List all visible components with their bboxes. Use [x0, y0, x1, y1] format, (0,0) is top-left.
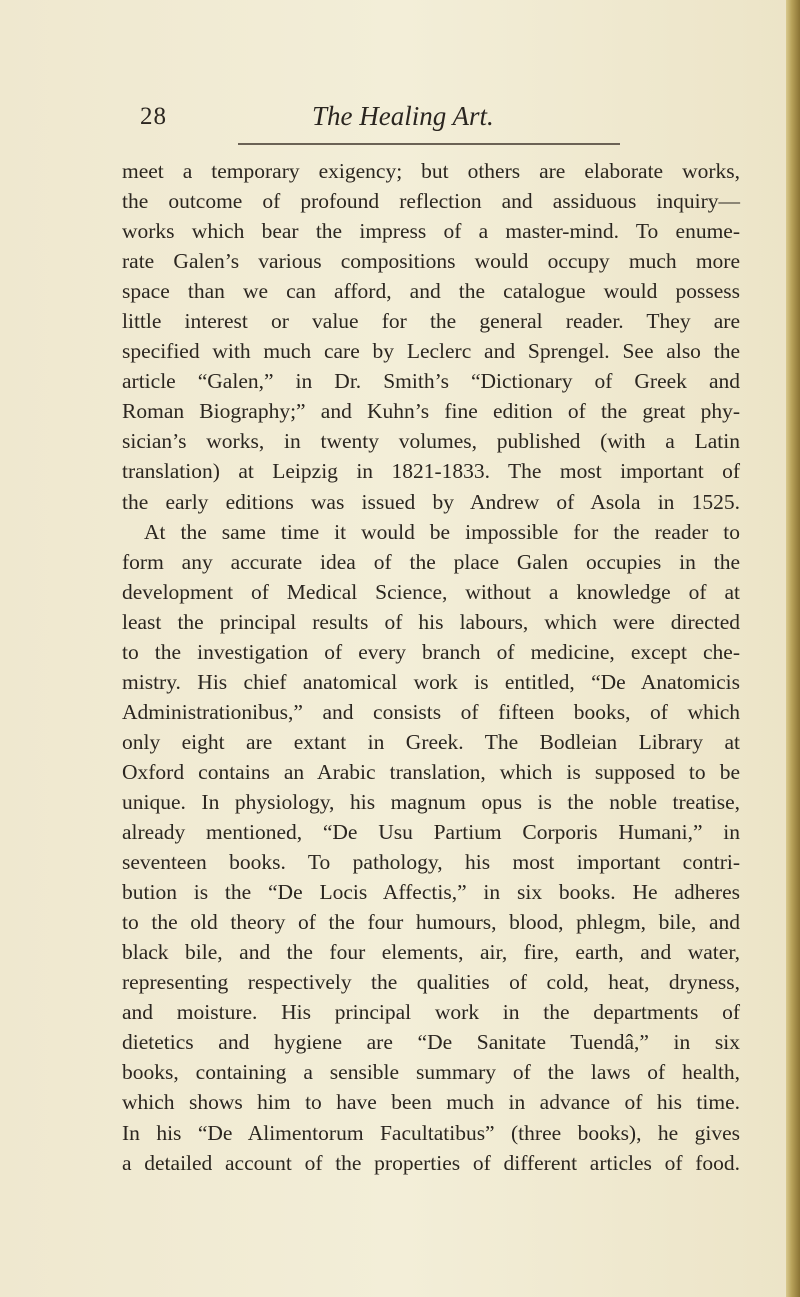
text-line: translation) at Leipzig in 1821-1833. The most important of — [122, 459, 740, 484]
paragraph-start-line: At the same time it would be impossible for the reader to — [144, 519, 740, 544]
text-line: seventeen books. To pathology, his most important contri- — [122, 850, 740, 875]
text-line: to the investigation of every branch of medicine, except che- — [122, 639, 740, 664]
text-line: unique. In physiology, his magnum opus is the noble treatise, — [122, 789, 740, 814]
text-line: rate Galen’s various compositions would occupy much more — [122, 249, 740, 274]
text-line: which shows him to have been much in advance of his time. — [122, 1090, 740, 1115]
page-number: 28 — [140, 103, 167, 130]
text-line: a detailed account of the properties of different articles of food. — [122, 1150, 740, 1175]
text-line: only eight are extant in Greek. The Bodleian Library at — [122, 729, 740, 754]
text-line: mistry. His chief anatomical work is entitled, “De Anatomicis — [122, 669, 740, 694]
text-line: form any accurate idea of the place Galen occupies in the — [122, 549, 740, 574]
body-text — [122, 156, 740, 1178]
text-line: works which bear the impress of a master-mind. To enume- — [122, 219, 740, 244]
text-line: representing respectively the qualities of cold, heat, dryness, — [122, 970, 740, 995]
text-line: Roman Biography;” and Kuhn’s fine edition of the great phy- — [122, 399, 740, 424]
text-line: bution is the “De Locis Affectis,” in six books. He adheres — [122, 880, 740, 905]
page-header — [140, 103, 660, 139]
header-rule — [238, 143, 620, 145]
text-line: the early editions was issued by Andrew of Asola in 1525. — [122, 489, 740, 514]
text-line: sician’s works, in twenty volumes, published (with a Latin — [122, 429, 740, 454]
text-line: black bile, and the four elements, air, fire, earth, and water, — [122, 940, 740, 965]
text-line: article “Galen,” in Dr. Smith’s “Dictionary of Greek and — [122, 369, 740, 394]
text-line: space than we can afford, and the catalogue would possess — [122, 279, 740, 304]
text-line: already mentioned, “De Usu Partium Corporis Humani,” in — [122, 820, 740, 845]
text-line: books, containing a sensible summary of the laws of health, — [122, 1060, 740, 1085]
text-line: In his “De Alimentorum Facultatibus” (three books), he gives — [122, 1120, 740, 1145]
text-line: the outcome of profound reflection and assiduous inquiry— — [122, 189, 740, 214]
text-line: Oxford contains an Arabic translation, which is supposed to be — [122, 759, 740, 784]
text-line: meet a temporary exigency; but others are elaborate works, — [122, 159, 740, 183]
text-line: least the principal results of his labours, which were directed — [122, 609, 740, 634]
text-line: little interest or value for the general reader. They are — [122, 309, 740, 334]
text-line: dietetics and hygiene are “De Sanitate Tuendâ,” in six — [122, 1030, 740, 1055]
running-title: The Healing Art. — [312, 101, 494, 131]
text-line: specified with much care by Leclerc and Sprengel. See also the — [122, 339, 740, 364]
text-line: and moisture. His principal work in the departments of — [122, 1000, 740, 1025]
text-line: development of Medical Science, without a knowledge of at — [122, 579, 740, 604]
page-edge — [786, 0, 800, 1297]
text-line: to the old theory of the four humours, blood, phlegm, bile, and — [122, 910, 740, 935]
text-line: Administrationibus,” and consists of fifteen books, of which — [122, 699, 740, 724]
